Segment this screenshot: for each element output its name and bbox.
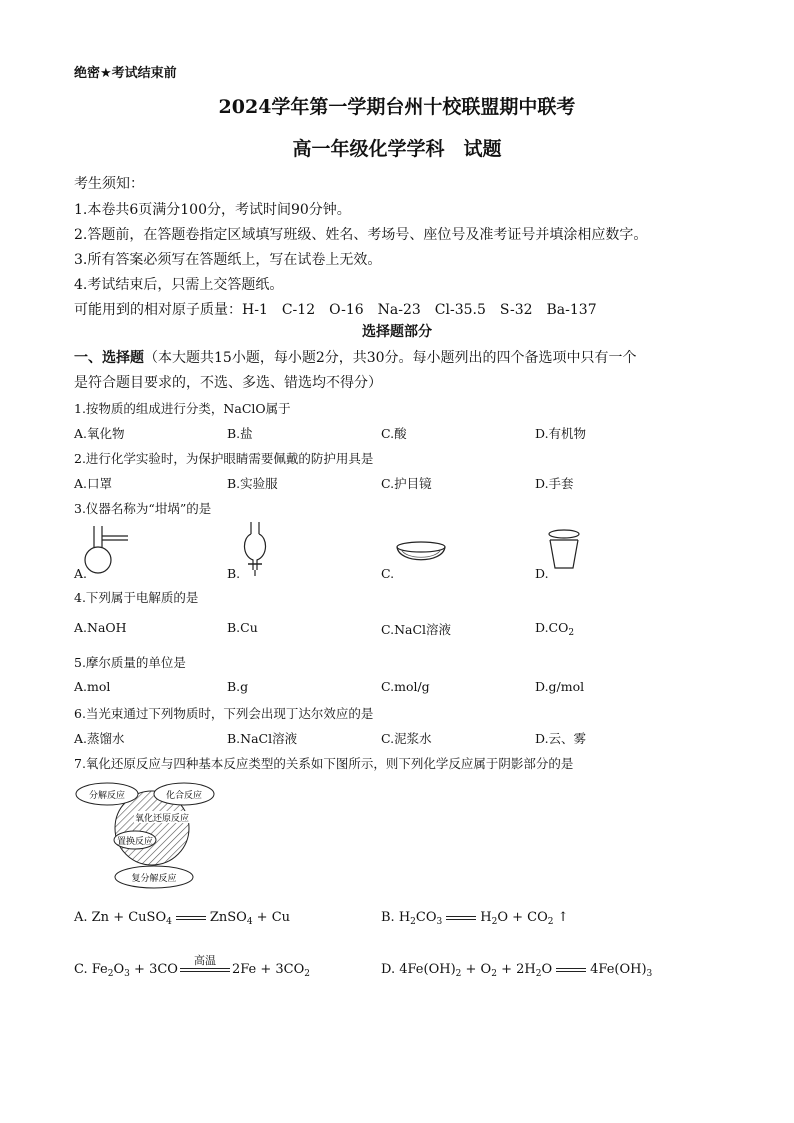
option-c: C.: [381, 566, 395, 581]
notice-item: 2.答题前，在答题卷指定区域填写班级、姓名、考场号、座位号及准考证号并填涂相应数字。: [74, 227, 648, 243]
combination-label: 化合反应: [165, 791, 203, 801]
double-decomposition-label: 复分解反应: [131, 874, 177, 884]
option-b: B.g: [227, 679, 249, 694]
option-b: B. $H_2CO_3$ $H_2O + CO_2$ ↑: [381, 910, 569, 927]
replacement-label: 置换反应: [116, 837, 154, 847]
subscript: 2: [568, 628, 575, 638]
option-c: C.mol/g: [381, 679, 430, 694]
option-d: D.: [535, 566, 549, 581]
option-a: A. Zn + CuSO$_4$ ZnSO$_4$ + Cu: [74, 910, 291, 927]
question-stem: 4.下列属于电解质的是: [74, 590, 199, 605]
question-stem: 2.进行化学实验时，为保护眼睛需要佩戴的防护用具是: [74, 451, 374, 466]
part-desc: （本大题共15小题，每小题2分，共30分。每小题列出的四个备选项中只有一个: [144, 350, 637, 366]
option-d: D. $4Fe(OH)_2 + O_2 + 2H_2O$ $4Fe(OH)_3$: [381, 962, 653, 979]
redox-label: 氧化还原反应: [134, 814, 190, 824]
question-stem: 1.按物质的组成进行分类，NaClO属于: [74, 401, 291, 416]
option-b: B.: [227, 566, 241, 581]
option-b: B.实验服: [227, 476, 278, 491]
option-c: C.护目镜: [381, 476, 432, 491]
option-a: A.口罩: [74, 476, 113, 491]
option-c: C.NaCl溶液: [381, 622, 452, 637]
option-d: D.手套: [535, 476, 574, 491]
option-a: A.NaOH: [74, 620, 127, 635]
round-flask-icon: [84, 522, 134, 576]
heat-label: 高温: [193, 953, 216, 967]
reaction-relationship-diagram: [72, 778, 222, 890]
atomic-mass-line: 可能用到的相对原子质量：H-1 C-12 O-16 Na-23 Cl-35.5 S-32 Ba-137: [74, 302, 597, 318]
part-desc-cont: 是符合题目要求的，不选、多选、错选均不得分）: [74, 375, 382, 391]
notice-heading: 考生须知：: [74, 176, 144, 192]
decomposition-label: 分解反应: [88, 791, 126, 801]
question-stem: 7.氧化还原反应与四种基本反应类型的关系如下图所示，则下列化学反应属于阴影部分的是: [74, 756, 574, 771]
separatory-funnel-icon: [240, 520, 270, 578]
option-a: A.: [74, 566, 88, 581]
option-a: A.mol: [74, 679, 111, 694]
heat-condition: [180, 953, 230, 972]
question-stem: 5.摩尔质量的单位是: [74, 655, 186, 670]
option-d: [535, 620, 574, 638]
part-instructions: [74, 347, 637, 367]
exam-subtitle: 高一年级化学学科 试题: [292, 138, 502, 160]
question-stem: 3.仪器名称为“坩埚”的是: [74, 501, 212, 516]
crucible-icon: [546, 528, 582, 572]
option-c: C.泥浆水: [381, 731, 432, 746]
evaporating-dish-icon: [395, 540, 447, 570]
option-b: B.NaCl溶液: [227, 731, 298, 746]
notice-item: 4.考试结束后，只需上交答题纸。: [74, 277, 284, 293]
part-label: 一、选择题: [74, 350, 144, 366]
option-d: D.云、雾: [535, 731, 587, 746]
option-b: B.Cu: [227, 620, 258, 635]
notice-item: 3.所有答案必须写在答题纸上，写在试卷上无效。: [74, 252, 382, 268]
option-c: C. $Fe_2O_3 + 3CO$ 高温 $2Fe + 3CO_2$: [74, 953, 310, 979]
option-d: D.g/mol: [535, 679, 585, 694]
option-d: D.有机物: [535, 426, 587, 441]
notice-item: 1.本卷共6页满分100分，考试时间90分钟。: [74, 202, 351, 218]
section-title: 选择题部分: [362, 324, 432, 340]
option-d-text: D.CO: [535, 620, 569, 635]
confidential-label: 绝密★考试结束前: [74, 66, 177, 81]
option-a: A.蒸馏水: [74, 731, 125, 746]
exam-title: 2024学年第一学期台州十校联盟期中联考: [218, 96, 576, 118]
option-a: A.氧化物: [74, 426, 125, 441]
option-c: C.酸: [381, 426, 407, 441]
option-b: B.盐: [227, 426, 253, 441]
question-stem: 6.当光束通过下列物质时，下列会出现丁达尔效应的是: [74, 706, 374, 721]
